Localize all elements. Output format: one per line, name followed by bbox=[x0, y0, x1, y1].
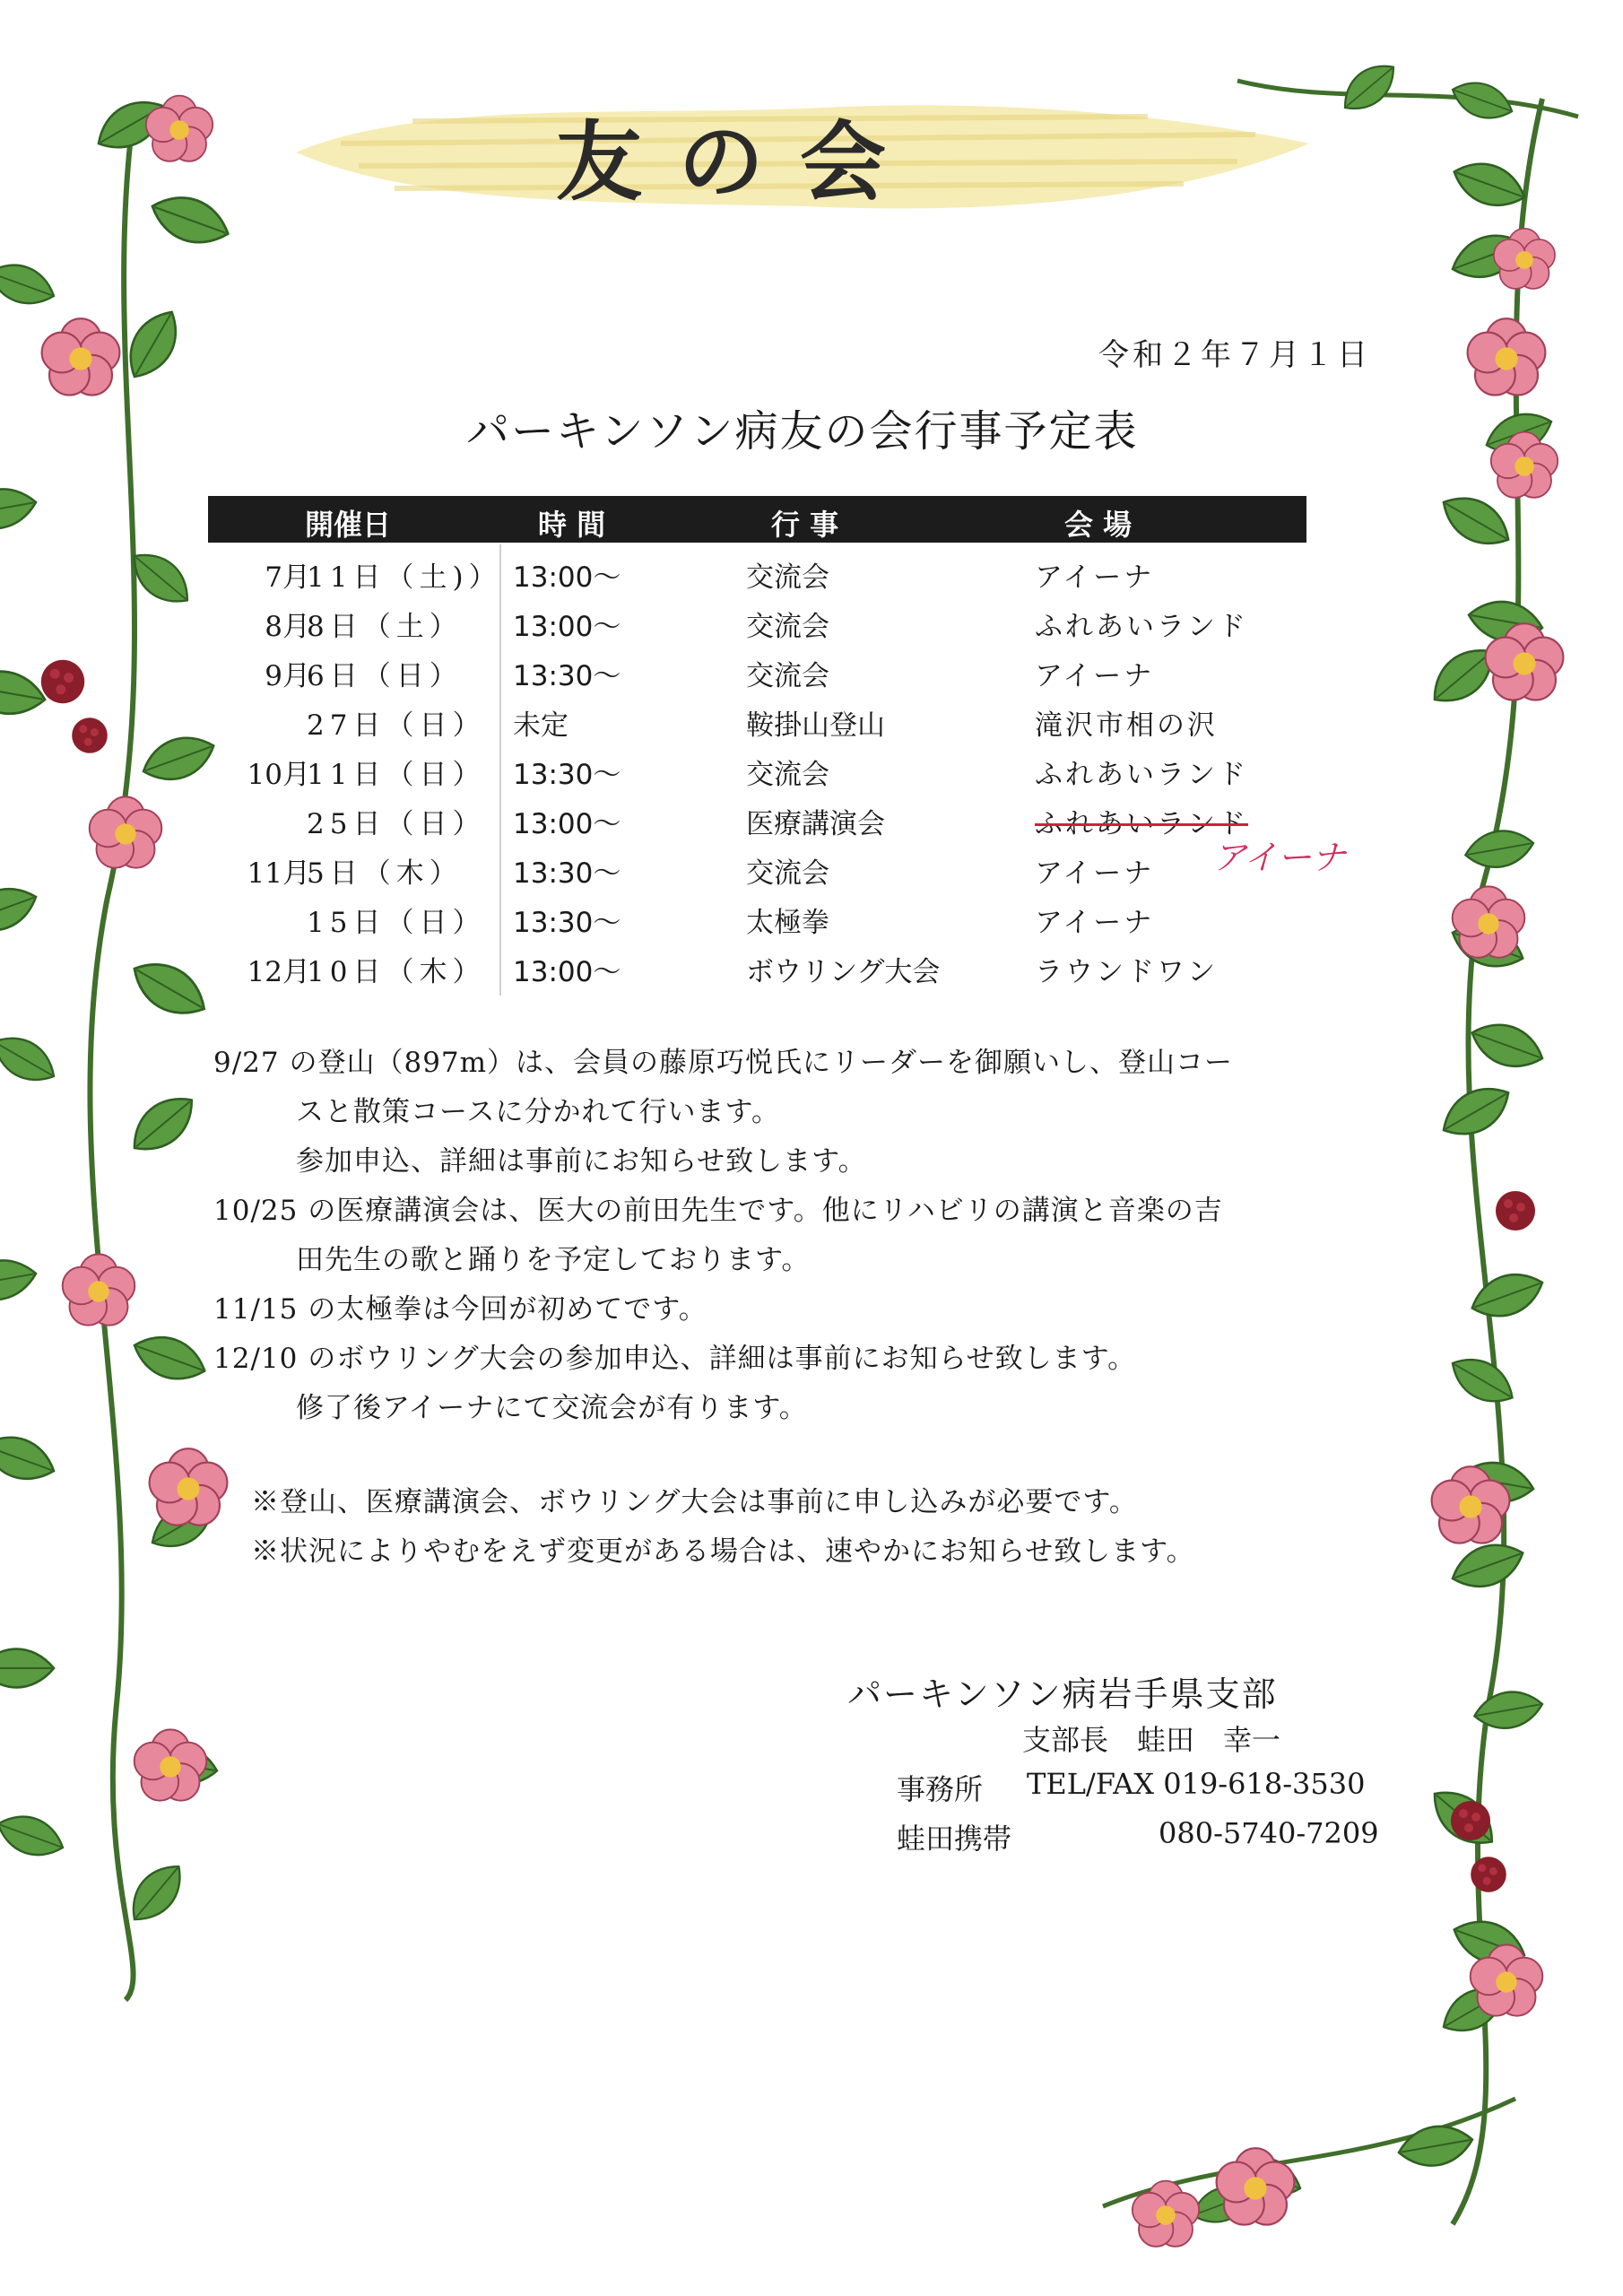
leaf-icon bbox=[122, 1085, 204, 1162]
office-phone: TEL/FAX 019-618-3530 bbox=[1027, 1767, 1366, 1801]
leaf-icon bbox=[1465, 1014, 1549, 1076]
flower-icon bbox=[63, 1254, 135, 1325]
flower-icon bbox=[1468, 318, 1546, 395]
leaf-icon bbox=[1395, 2120, 1475, 2171]
row-month: 9月 bbox=[265, 660, 310, 692]
leaf-icon bbox=[1447, 153, 1531, 215]
note-line: 11/15 の太極拳は今回が初めてです。 bbox=[213, 1293, 707, 1326]
row-time: 13:00〜 bbox=[513, 808, 621, 840]
table-row bbox=[208, 796, 1306, 845]
row-venue: アイーナ bbox=[1035, 660, 1155, 692]
table-row bbox=[208, 894, 1306, 944]
header-event: 行 事 bbox=[771, 508, 839, 542]
row-venue: ラウンドワン bbox=[1035, 956, 1218, 988]
table-row bbox=[208, 746, 1306, 796]
row-event: 交流会 bbox=[746, 561, 829, 594]
row-month: 11月 bbox=[247, 857, 310, 890]
row-event: 交流会 bbox=[746, 660, 829, 692]
berry-icon bbox=[1471, 1857, 1506, 1892]
row-venue: アイーナ bbox=[1035, 857, 1155, 890]
remark-line: ※状況によりやむをえず変更がある場合は、速やかにお知らせ致します。 bbox=[251, 1535, 1195, 1568]
header-venue: 会 場 bbox=[1064, 508, 1133, 542]
row-time: 13:00〜 bbox=[513, 611, 621, 643]
leaf-icon bbox=[1462, 826, 1537, 873]
row-venue: 滝沢市相の沢 bbox=[1035, 709, 1218, 742]
row-time: 13:00〜 bbox=[513, 956, 621, 988]
row-day: 11日（土)） bbox=[307, 561, 502, 594]
table-row bbox=[208, 697, 1306, 746]
row-event: 医療講演会 bbox=[746, 808, 885, 840]
leaf-icon bbox=[1471, 1687, 1546, 1734]
table-row bbox=[208, 598, 1306, 648]
row-day: 5日（木） bbox=[307, 857, 463, 890]
header-time: 時 間 bbox=[538, 508, 606, 542]
leaf-icon bbox=[0, 879, 42, 941]
table-row bbox=[208, 944, 1306, 993]
document-date: 令和２年７月１日 bbox=[1098, 337, 1371, 373]
row-event: 交流会 bbox=[746, 857, 829, 890]
berry-icon bbox=[1451, 1801, 1490, 1840]
table-row bbox=[208, 549, 1306, 598]
row-event: 鞍掛山登山 bbox=[746, 709, 885, 742]
row-time: 13:30〜 bbox=[513, 759, 621, 791]
flower-icon bbox=[42, 318, 120, 395]
row-event: ボウリング大会 bbox=[746, 956, 941, 988]
row-month: 10月 bbox=[247, 759, 310, 791]
row-day: 10日（木） bbox=[307, 956, 486, 988]
leaf-icon bbox=[0, 256, 60, 312]
row-day: 15日（日） bbox=[307, 907, 486, 939]
row-month: 12月 bbox=[247, 956, 310, 988]
row-event: 交流会 bbox=[746, 611, 829, 643]
branch-leader: 支部長 蛙田 幸一 bbox=[1022, 1723, 1281, 1757]
leaf-icon bbox=[1434, 485, 1518, 556]
note-line: 10/25 の医療講演会は、医大の前田先生です。他にリハビリの講演と音楽の吉 bbox=[213, 1195, 1223, 1227]
leaf-icon bbox=[0, 1807, 69, 1864]
row-venue: ふれあいランド bbox=[1035, 611, 1248, 643]
leaf-icon bbox=[0, 1255, 39, 1306]
note-line: 12/10 のボウリング大会の参加申込、詳細は事前にお知らせ致します。 bbox=[213, 1343, 1137, 1375]
leaf-icon bbox=[121, 1855, 193, 1930]
mobile-phone: 080-5740-7209 bbox=[1159, 1816, 1379, 1850]
row-day: 6日（日） bbox=[307, 660, 463, 692]
row-venue: アイーナ bbox=[1035, 907, 1155, 939]
row-month: 7月 bbox=[265, 561, 310, 594]
remark-line: ※登山、医療講演会、ボウリング大会は事前に申し込みが必要です。 bbox=[251, 1486, 1138, 1518]
berry-icon bbox=[1496, 1191, 1535, 1231]
mobile-label: 蛙田携帯 bbox=[897, 1822, 1012, 1856]
leaf-icon bbox=[1334, 55, 1403, 120]
club-title: 友の会 bbox=[556, 111, 922, 213]
row-day: 27日（日） bbox=[307, 709, 486, 742]
row-month: 8月 bbox=[265, 611, 310, 643]
note-line: 9/27 の登山（897m）は、会員の藤原巧悦氏にリーダーを御願いし、登山コー bbox=[213, 1047, 1234, 1079]
schedule-table-header bbox=[208, 496, 1306, 543]
row-venue: アイーナ bbox=[1035, 561, 1155, 594]
row-day: 25日（日） bbox=[307, 808, 486, 840]
note-line: スと散策コースに分かれて行います。 bbox=[296, 1096, 780, 1128]
flower-icon bbox=[1217, 2148, 1295, 2224]
row-time: 未定 bbox=[513, 709, 568, 742]
leaf-icon bbox=[1447, 74, 1518, 126]
leaf-icon bbox=[0, 483, 39, 535]
flower-icon bbox=[90, 796, 162, 867]
row-time: 13:30〜 bbox=[513, 660, 621, 692]
note-line: 田先生の歌と踊りを予定しております。 bbox=[296, 1244, 811, 1276]
document-title: パーキンソン病友の会行事予定表 bbox=[466, 406, 1139, 457]
note-line: 参加申込、詳細は事前にお知らせ致します。 bbox=[296, 1145, 867, 1178]
leaf-icon bbox=[0, 1026, 63, 1091]
table-row bbox=[208, 648, 1306, 697]
table-row bbox=[208, 845, 1306, 894]
leaf-icon bbox=[1446, 1535, 1530, 1596]
leaf-icon bbox=[124, 951, 214, 1027]
office-label: 事務所 bbox=[897, 1772, 984, 1806]
leaf-icon bbox=[145, 187, 235, 253]
row-event: 交流会 bbox=[746, 759, 829, 791]
berry-icon bbox=[41, 660, 84, 703]
row-event: 太極拳 bbox=[746, 907, 829, 939]
flower-icon bbox=[1453, 886, 1525, 957]
row-day: 8日（土） bbox=[307, 611, 463, 643]
leaf-icon bbox=[1434, 1076, 1518, 1147]
note-line: 修了後アイーナにて交流会が有ります。 bbox=[296, 1392, 808, 1424]
flower-icon bbox=[135, 1729, 207, 1800]
header-date: 開催日 bbox=[305, 508, 392, 542]
leaf-icon bbox=[1465, 1265, 1549, 1326]
row-time: 13:30〜 bbox=[513, 907, 621, 939]
row-venue: ふれあいランド bbox=[1035, 759, 1248, 791]
row-time: 13:30〜 bbox=[513, 857, 621, 890]
leaf-icon bbox=[1444, 1348, 1521, 1413]
organization-name: パーキンソン病岩手県支部 bbox=[847, 1674, 1278, 1714]
leaf-icon bbox=[0, 1427, 60, 1489]
row-day: 11日（日） bbox=[307, 759, 486, 791]
leaf-icon bbox=[128, 1327, 212, 1389]
row-venue-struck: ふれあいランド bbox=[1035, 808, 1248, 840]
handwritten-correction: アイーナ bbox=[1212, 838, 1346, 877]
leaf-icon bbox=[0, 665, 48, 720]
berry-icon bbox=[72, 718, 108, 753]
leaf-icon bbox=[0, 1649, 54, 1688]
flower-icon bbox=[150, 1448, 228, 1525]
row-time: 13:00〜 bbox=[513, 561, 621, 594]
